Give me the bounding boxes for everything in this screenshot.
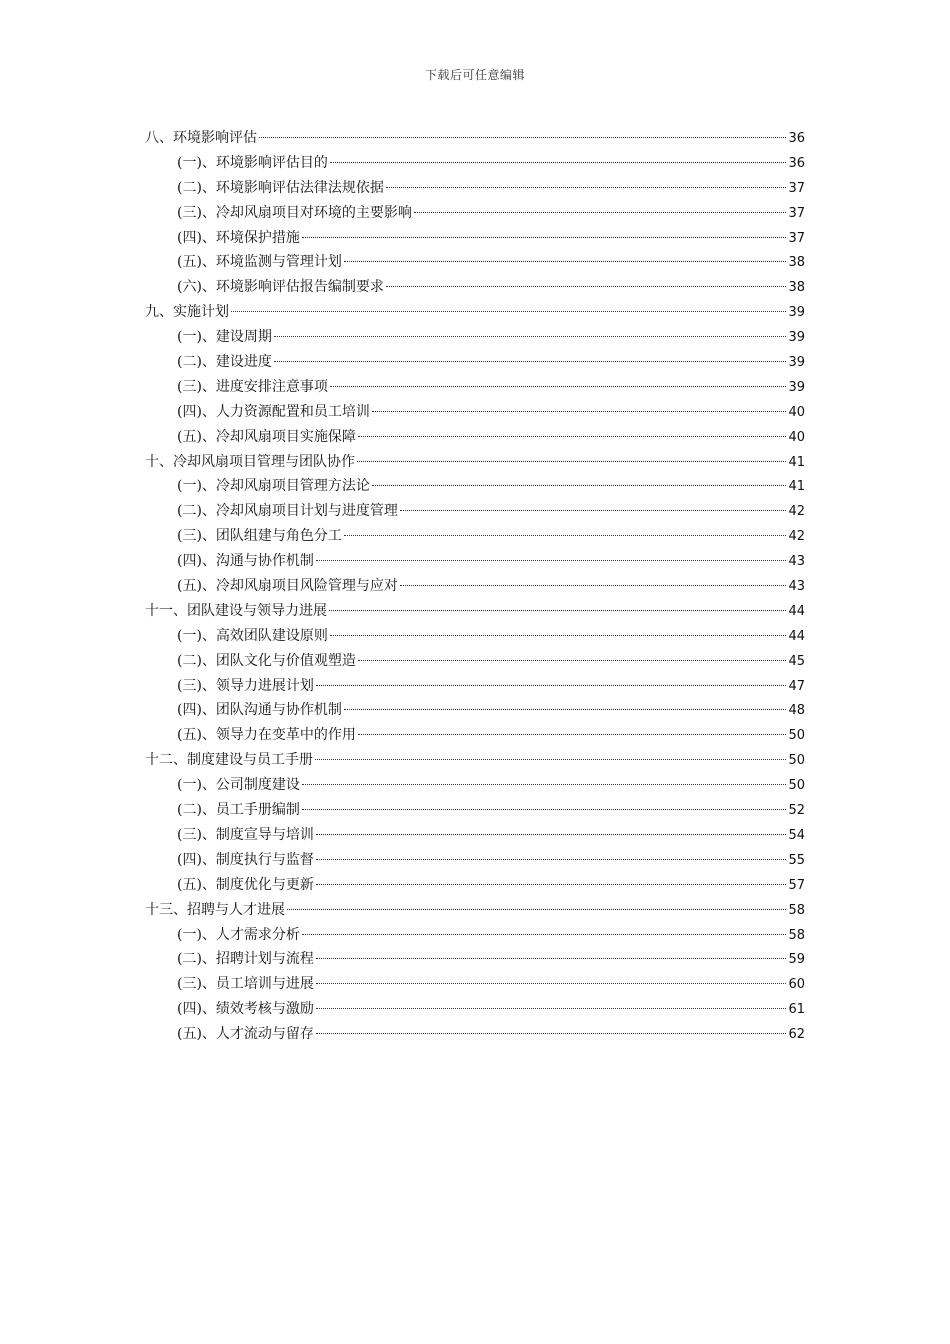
toc-entry-title: (一)、人才需求分析: [177, 926, 300, 943]
toc-entry-title: (一)、环境影响评估目的: [177, 154, 328, 171]
toc-page-number: 43: [788, 579, 805, 595]
toc-page-number: 42: [788, 529, 805, 545]
toc-page-number: 48: [788, 703, 805, 719]
toc-section-entry[interactable]: [145, 375, 805, 400]
toc-page-number: 36: [788, 155, 805, 171]
toc-entry-title: (二)、招聘计划与流程: [177, 951, 314, 968]
toc-dot-leader: [357, 461, 786, 462]
toc-entry-title: (四)、环境保护措施: [177, 229, 300, 246]
toc-dot-leader: [316, 834, 787, 835]
toc-page-number: 39: [788, 305, 805, 321]
toc-section-entry[interactable]: [145, 350, 805, 375]
toc-page-number: 39: [788, 355, 805, 371]
toc-section-entry[interactable]: [145, 873, 805, 898]
toc-page-number: 37: [788, 205, 805, 221]
toc-entry-title: (二)、环境影响评估法律法规依据: [177, 179, 384, 196]
toc-entry-title: (五)、冷却风扇项目风险管理与应对: [177, 578, 398, 595]
toc-section-entry[interactable]: [145, 226, 805, 251]
toc-dot-leader: [344, 261, 787, 262]
toc-dot-leader: [316, 884, 787, 885]
toc-page-number: 62: [788, 1027, 805, 1043]
toc-entry-title: (四)、团队沟通与协作机制: [177, 702, 342, 719]
toc-page-number: 60: [788, 977, 805, 993]
toc-chapter-entry[interactable]: [145, 898, 805, 923]
toc-section-entry[interactable]: [145, 474, 805, 499]
toc-dot-leader: [358, 660, 787, 661]
toc-section-entry[interactable]: [145, 997, 805, 1022]
toc-page-number: 54: [788, 827, 805, 843]
toc-page-number: 61: [788, 1002, 805, 1018]
toc-dot-leader: [302, 784, 787, 785]
toc-page-number: 58: [788, 902, 805, 918]
toc-section-entry[interactable]: [145, 972, 805, 997]
toc-page-number: 36: [788, 131, 805, 146]
toc-page-number: 58: [788, 927, 805, 943]
toc-entry-title: 八、环境影响评估: [145, 130, 257, 146]
toc-section-entry[interactable]: [145, 425, 805, 450]
toc-page-number: 44: [788, 603, 805, 619]
toc-dot-leader: [274, 361, 787, 362]
toc-entry-title: (一)、冷却风扇项目管理方法论: [177, 478, 370, 495]
toc-page-number: 40: [788, 404, 805, 420]
toc-section-entry[interactable]: [145, 723, 805, 748]
toc-entry-title: (二)、团队文化与价值观塑造: [177, 652, 356, 669]
toc-page-number: 37: [788, 180, 805, 196]
toc-entry-title: (三)、冷却风扇项目对环境的主要影响: [177, 204, 412, 221]
toc-page-number: 39: [788, 379, 805, 395]
toc-page-number: 50: [788, 728, 805, 744]
toc-section-entry[interactable]: [145, 151, 805, 176]
toc-dot-leader: [316, 958, 787, 959]
toc-page-number: 43: [788, 554, 805, 570]
toc-chapter-entry[interactable]: [145, 126, 805, 151]
toc-section-entry[interactable]: [145, 624, 805, 649]
toc-entry-title: (四)、沟通与协作机制: [177, 553, 314, 570]
toc-dot-leader: [274, 336, 787, 337]
toc-section-entry[interactable]: [145, 848, 805, 873]
toc-section-entry[interactable]: [145, 400, 805, 425]
page-header: 下载后可任意编辑: [424, 68, 525, 82]
toc-section-entry[interactable]: [145, 947, 805, 972]
toc-dot-leader: [231, 311, 786, 312]
toc-entry-title: (五)、制度优化与更新: [177, 876, 314, 893]
toc-chapter-entry[interactable]: [145, 599, 805, 624]
toc-page-number: 42: [788, 504, 805, 520]
toc-section-entry[interactable]: [145, 773, 805, 798]
toc-dot-leader: [302, 934, 787, 935]
toc-section-entry[interactable]: [145, 524, 805, 549]
toc-page-number: 44: [788, 628, 805, 644]
toc-section-entry[interactable]: [145, 798, 805, 823]
toc-entry-title: 十二、制度建设与员工手册: [145, 752, 313, 769]
toc-entry-title: (一)、建设周期: [177, 329, 272, 346]
toc-entry-title: (三)、员工培训与进展: [177, 976, 314, 993]
toc-section-entry[interactable]: [145, 674, 805, 699]
toc-section-entry[interactable]: [145, 275, 805, 300]
toc-entry-title: (三)、制度宣导与培训: [177, 826, 314, 843]
toc-dot-leader: [259, 137, 786, 138]
toc-section-entry[interactable]: [145, 649, 805, 674]
toc-dot-leader: [316, 859, 787, 860]
toc-entry-title: (四)、绩效考核与激励: [177, 1001, 314, 1018]
toc-entry-title: (五)、冷却风扇项目实施保障: [177, 428, 356, 445]
toc-entry-title: (一)、高效团队建设原则: [177, 627, 328, 644]
toc-dot-leader: [344, 535, 787, 536]
toc-dot-leader: [400, 585, 787, 586]
toc-entry-title: (六)、环境影响评估报告编制要求: [177, 279, 384, 296]
toc-dot-leader: [344, 709, 787, 710]
toc-page-number: 52: [788, 803, 805, 819]
toc-entry-title: (五)、领导力在变革中的作用: [177, 727, 356, 744]
toc-entry-title: (三)、领导力进展计划: [177, 677, 314, 694]
toc-section-entry[interactable]: [145, 923, 805, 948]
toc-dot-leader: [372, 411, 787, 412]
toc-section-entry[interactable]: [145, 1022, 805, 1047]
toc-entry-title: (五)、环境监测与管理计划: [177, 254, 342, 271]
toc-dot-leader: [315, 759, 786, 760]
toc-page-number: 55: [788, 852, 805, 868]
toc-page-number: 39: [788, 330, 805, 346]
toc-dot-leader: [358, 734, 787, 735]
toc-dot-leader: [400, 510, 787, 511]
toc-entry-title: (五)、人才流动与留存: [177, 1026, 314, 1043]
toc-entry-title: 九、实施计划: [145, 304, 229, 321]
toc-page-number: 37: [788, 230, 805, 246]
toc-page-number: 50: [788, 753, 805, 769]
toc-section-entry[interactable]: [145, 176, 805, 201]
toc-dot-leader: [358, 436, 787, 437]
toc-dot-leader: [386, 187, 787, 188]
toc-page-number: 57: [788, 877, 805, 893]
toc-section-entry[interactable]: [145, 823, 805, 848]
toc-dot-leader: [302, 809, 787, 810]
toc-entry-title: 十一、团队建设与领导力进展: [145, 602, 327, 619]
toc-section-entry[interactable]: [145, 549, 805, 574]
toc-dot-leader: [372, 485, 787, 486]
toc-section-entry[interactable]: [145, 250, 805, 275]
toc-dot-leader: [329, 610, 786, 611]
toc-section-entry[interactable]: [145, 574, 805, 599]
toc-entry-title: (一)、公司制度建设: [177, 777, 300, 794]
toc-dot-leader: [330, 635, 787, 636]
toc-chapter-entry[interactable]: [145, 748, 805, 773]
toc-chapter-entry[interactable]: [145, 300, 805, 325]
toc-section-entry[interactable]: [145, 325, 805, 350]
toc-dot-leader: [330, 162, 787, 163]
toc-dot-leader: [414, 212, 787, 213]
toc-section-entry[interactable]: [145, 698, 805, 723]
toc-entry-title: 十、冷却风扇项目管理与团队协作: [145, 453, 355, 470]
toc-page-number: 41: [788, 479, 805, 495]
toc-chapter-entry[interactable]: [145, 450, 805, 475]
toc-entry-title: (三)、进度安排注意事项: [177, 378, 328, 395]
toc-dot-leader: [287, 909, 786, 910]
toc-entry-title: (二)、员工手册编制: [177, 802, 300, 819]
toc-page-number: 47: [788, 678, 805, 694]
toc-page-number: 59: [788, 952, 805, 968]
toc-page-number: 40: [788, 429, 805, 445]
toc-dot-leader: [316, 685, 787, 686]
toc-page-number: 41: [788, 454, 805, 470]
toc-entry-title: (四)、人力资源配置和员工培训: [177, 403, 370, 420]
toc-page-number: 38: [788, 255, 805, 271]
toc-dot-leader: [386, 286, 787, 287]
toc-page-number: 45: [788, 653, 805, 669]
toc-entry-title: (四)、制度执行与监督: [177, 851, 314, 868]
table-of-contents: [145, 126, 805, 1047]
toc-section-entry[interactable]: [145, 499, 805, 524]
toc-page-number: 38: [788, 280, 805, 296]
toc-dot-leader: [330, 386, 787, 387]
toc-entry-title: (三)、团队组建与角色分工: [177, 528, 342, 545]
toc-dot-leader: [316, 1008, 787, 1009]
toc-section-entry[interactable]: [145, 201, 805, 226]
toc-entry-title: 十三、招聘与人才进展: [145, 901, 285, 918]
toc-dot-leader: [316, 560, 787, 561]
toc-entry-title: (二)、建设进度: [177, 354, 272, 371]
toc-page-number: 50: [788, 778, 805, 794]
toc-dot-leader: [316, 1033, 787, 1034]
toc-entry-title: (二)、冷却风扇项目计划与进度管理: [177, 503, 398, 520]
toc-dot-leader: [302, 237, 787, 238]
toc-dot-leader: [316, 983, 787, 984]
